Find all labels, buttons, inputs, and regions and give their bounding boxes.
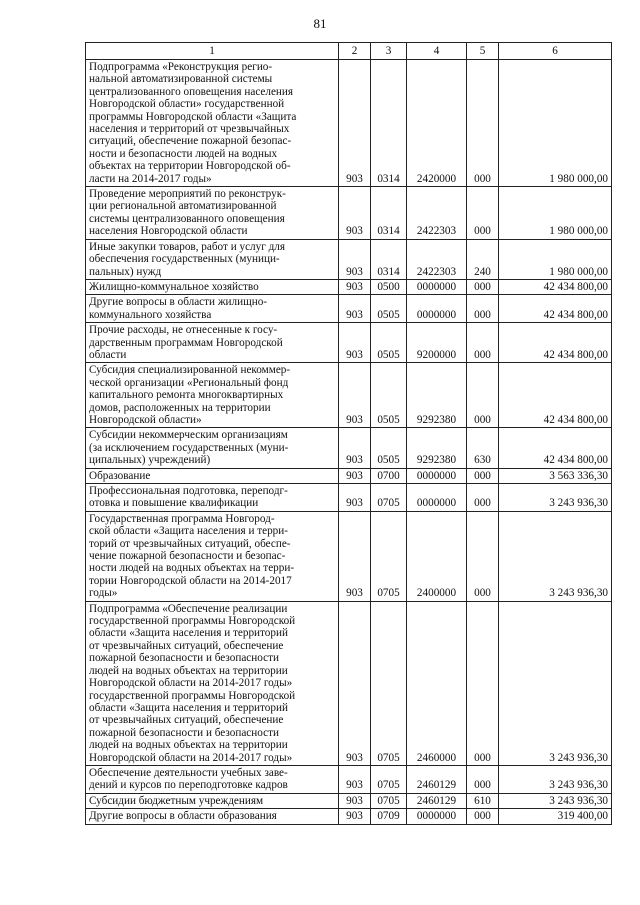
expense-name-line: Обеспечение деятельности учебных заве- — [89, 766, 288, 779]
ministry-code: 903 — [339, 765, 371, 793]
expense-name — [86, 765, 339, 793]
section-code: 0505 — [371, 295, 407, 323]
target-item-code: 9292380 — [407, 428, 467, 468]
budget-table — [85, 42, 612, 825]
table-row — [86, 511, 612, 601]
expense-name-line: Новгородской области» государственной — [89, 98, 285, 111]
expense-name-line: пожарной безопасности и безопасности — [89, 652, 279, 665]
target-item-code: 2422303 — [407, 187, 467, 240]
expense-name-line: дарственным программам Новгородской — [89, 336, 283, 349]
expense-name — [86, 468, 339, 483]
expense-name — [86, 187, 339, 240]
section-code: 0314 — [371, 239, 407, 279]
section-code: 0505 — [371, 363, 407, 428]
section-code: 0705 — [371, 484, 407, 512]
table-row — [86, 809, 612, 824]
expense-name-line: Новгородской области на 2014-2017 годы» — [89, 751, 293, 764]
expense-name — [86, 239, 339, 279]
ministry-code: 903 — [339, 793, 371, 808]
expense-name-line: Прочие расходы, не отнесенные к госу- — [89, 324, 278, 337]
expense-type-code: 000 — [467, 363, 499, 428]
expense-name — [86, 323, 339, 363]
table-row — [86, 60, 612, 187]
expense-name-line: системы централизованного оповещения — [89, 212, 285, 225]
expense-name-line: от чрезвычайных ситуаций, обеспечение — [89, 714, 284, 727]
expense-name — [86, 60, 339, 187]
expense-name-line: тории Новгородской области на 2014-2017 — [89, 574, 292, 587]
amount: 42 434 800,00 — [499, 279, 612, 294]
expense-type-code: 000 — [467, 323, 499, 363]
table-row — [86, 323, 612, 363]
expense-name-line: людей на водных объектах на территории — [89, 664, 288, 677]
expense-name-line: капитального ремонта многоквартирных — [89, 389, 284, 402]
ministry-code: 903 — [339, 187, 371, 240]
ministry-code: 903 — [339, 809, 371, 824]
table-row — [86, 484, 612, 512]
target-item-code: 2420000 — [407, 60, 467, 187]
expense-name-line: Подпрограмма «Обеспечение реализации — [89, 602, 288, 615]
expense-name-line: области «Защита населения и территорий — [89, 627, 288, 640]
expense-name-line: централизованного оповещения населения — [89, 85, 294, 98]
table-row — [86, 428, 612, 468]
table-row — [86, 468, 612, 483]
header-col-6: 6 — [499, 43, 612, 60]
target-item-code: 9200000 — [407, 323, 467, 363]
expense-name-line: Новгородской области» — [89, 413, 202, 426]
section-code: 0705 — [371, 601, 407, 765]
amount: 1 980 000,00 — [499, 187, 612, 240]
expense-type-code: 000 — [467, 765, 499, 793]
expense-name-line: Жилищно-коммунальное хозяйство — [89, 280, 259, 293]
section-code: 0705 — [371, 765, 407, 793]
expense-name-line: Профессиональная подготовка, переподг- — [89, 485, 288, 497]
target-item-code: 2422303 — [407, 239, 467, 279]
section-code: 0500 — [371, 279, 407, 294]
ministry-code: 903 — [339, 428, 371, 468]
expense-name-line: ности людей на водных объектах на терри- — [89, 562, 295, 575]
expense-name-line: пожарной безопасности и безопасности — [89, 726, 279, 739]
expense-name-line: программы Новгородской области «Защита — [89, 110, 297, 123]
table-row — [86, 239, 612, 279]
expense-name-line: Иные закупки товаров, работ и услуг для — [89, 240, 286, 253]
target-item-code: 0000000 — [407, 468, 467, 483]
ministry-code: 903 — [339, 484, 371, 512]
section-code: 0314 — [371, 60, 407, 187]
expense-name-line: Образование — [89, 469, 151, 482]
expense-name-line: домов, расположенных на территории — [89, 401, 271, 414]
expense-name-line: отовка и повышение квалификации — [89, 497, 259, 510]
amount: 3 243 936,30 — [499, 793, 612, 808]
expense-name-line: обеспечения государственных (муници- — [89, 253, 280, 266]
expense-name-line: ласти на 2014-2017 годы» — [89, 172, 212, 185]
expense-name — [86, 279, 339, 294]
expense-name-line: населения Новгородской области — [89, 225, 248, 238]
ministry-code: 903 — [339, 279, 371, 294]
expense-name-line: годы» — [89, 587, 118, 600]
expense-type-code: 000 — [467, 484, 499, 512]
expense-name-line: Субсидия специализированной некоммер- — [89, 364, 291, 377]
table-row — [86, 363, 612, 428]
table-row — [86, 295, 612, 323]
section-code: 0700 — [371, 468, 407, 483]
expense-name-line: (за исключением государственных (муни- — [89, 441, 289, 454]
expense-name — [86, 601, 339, 765]
table-row — [86, 793, 612, 808]
expense-type-code: 000 — [467, 601, 499, 765]
amount: 42 434 800,00 — [499, 323, 612, 363]
amount: 319 400,00 — [499, 809, 612, 824]
expense-type-code: 610 — [467, 793, 499, 808]
target-item-code: 2460129 — [407, 765, 467, 793]
expense-name-line: ципальных) учреждений) — [89, 454, 211, 467]
expense-type-code: 000 — [467, 279, 499, 294]
expense-type-code: 000 — [467, 468, 499, 483]
amount: 42 434 800,00 — [499, 428, 612, 468]
expense-name — [86, 793, 339, 808]
target-item-code: 2460000 — [407, 601, 467, 765]
expense-name-line: населения и территорий от чрезвычайных — [89, 123, 290, 136]
header-col-2: 2 — [339, 43, 371, 60]
expense-name-line: торий от чрезвычайных ситуаций, обеспе- — [89, 537, 291, 550]
header-col-5: 5 — [467, 43, 499, 60]
expense-name-line: ности и безопасности людей на водных — [89, 147, 278, 160]
ministry-code: 903 — [339, 468, 371, 483]
table-row — [86, 187, 612, 240]
expense-name-line: Другие вопросы в области образования — [89, 810, 277, 823]
table-row — [86, 765, 612, 793]
ministry-code: 903 — [339, 511, 371, 601]
expense-name-line: от чрезвычайных ситуаций, обеспечение — [89, 639, 284, 652]
amount: 42 434 800,00 — [499, 295, 612, 323]
expense-name-line: ской области «Защита населения и терри- — [89, 525, 288, 538]
target-item-code: 0000000 — [407, 484, 467, 512]
expense-type-code: 000 — [467, 295, 499, 323]
target-item-code: 0000000 — [407, 809, 467, 824]
amount: 3 563 336,30 — [499, 468, 612, 483]
expense-name-line: Проведение мероприятий по реконструк- — [89, 188, 286, 201]
expense-name-line: Другие вопросы в области жилищно- — [89, 296, 268, 309]
expense-type-code: 000 — [467, 187, 499, 240]
expense-name-line: области «Защита населения и территорий — [89, 701, 288, 714]
expense-name-line: нальной автоматизированной системы — [89, 73, 273, 86]
ministry-code: 903 — [339, 601, 371, 765]
expense-type-code: 000 — [467, 511, 499, 601]
ministry-code: 903 — [339, 295, 371, 323]
expense-name — [86, 484, 339, 512]
header-row — [86, 43, 612, 60]
expense-name — [86, 809, 339, 824]
table-row — [86, 601, 612, 765]
expense-name-line: государственной программы Новгородской — [89, 615, 296, 628]
expense-type-code: 000 — [467, 809, 499, 824]
amount: 42 434 800,00 — [499, 363, 612, 428]
expense-name-line: дений и курсов по переподготовке кадров — [89, 779, 288, 792]
target-item-code: 0000000 — [407, 279, 467, 294]
expense-name-line: области — [89, 348, 127, 361]
expense-name — [86, 428, 339, 468]
expense-name-line: Новгородской области на 2014-2017 годы» — [89, 677, 293, 690]
section-code: 0314 — [371, 187, 407, 240]
target-item-code: 0000000 — [407, 295, 467, 323]
amount: 3 243 936,30 — [499, 601, 612, 765]
target-item-code: 9292380 — [407, 363, 467, 428]
expense-name-line: ситуаций, обеспечение пожарной безопас- — [89, 135, 292, 148]
ministry-code: 903 — [339, 323, 371, 363]
expense-name-line: пальных) нужд — [89, 265, 162, 278]
expense-name-line: Государственная программа Новгород- — [89, 512, 275, 525]
expense-name-line: Субсидии некоммерческим организациям — [89, 429, 288, 442]
section-code: 0705 — [371, 793, 407, 808]
expense-name — [86, 511, 339, 601]
expense-name-line: коммунального хозяйства — [89, 308, 212, 321]
amount: 3 243 936,30 — [499, 765, 612, 793]
table-row — [86, 279, 612, 294]
expense-type-code: 000 — [467, 60, 499, 187]
expense-name-line: Субсидии бюджетным учреждениям — [89, 794, 264, 807]
section-code: 0705 — [371, 511, 407, 601]
expense-name-line: чение пожарной безопасности и безопас- — [89, 550, 286, 563]
ministry-code: 903 — [339, 60, 371, 187]
ministry-code: 903 — [339, 239, 371, 279]
header-col-3: 3 — [371, 43, 407, 60]
section-code: 0505 — [371, 428, 407, 468]
amount: 3 243 936,30 — [499, 484, 612, 512]
expense-name-line: государственной программы Новгородской — [89, 689, 296, 702]
expense-name-line: объектах на территории Новгородской об- — [89, 160, 291, 173]
expense-name — [86, 363, 339, 428]
header-col-1: 1 — [86, 43, 339, 60]
expense-name-line: ческой организации «Региональный фонд — [89, 376, 289, 389]
expense-name-line: ции региональной автоматизированной — [89, 200, 277, 213]
target-item-code: 2400000 — [407, 511, 467, 601]
ministry-code: 903 — [339, 363, 371, 428]
header-col-4: 4 — [407, 43, 467, 60]
amount: 1 980 000,00 — [499, 60, 612, 187]
page-number: 81 — [313, 16, 327, 31]
expense-name-line: людей на водных объектах на территории — [89, 739, 288, 752]
section-code: 0709 — [371, 809, 407, 824]
target-item-code: 2460129 — [407, 793, 467, 808]
expense-name-line: Подпрограмма «Реконструкция регио- — [89, 61, 273, 73]
amount: 3 243 936,30 — [499, 511, 612, 601]
section-code: 0505 — [371, 323, 407, 363]
amount: 1 980 000,00 — [499, 239, 612, 279]
expense-name — [86, 295, 339, 323]
expense-type-code: 240 — [467, 239, 499, 279]
expense-type-code: 630 — [467, 428, 499, 468]
